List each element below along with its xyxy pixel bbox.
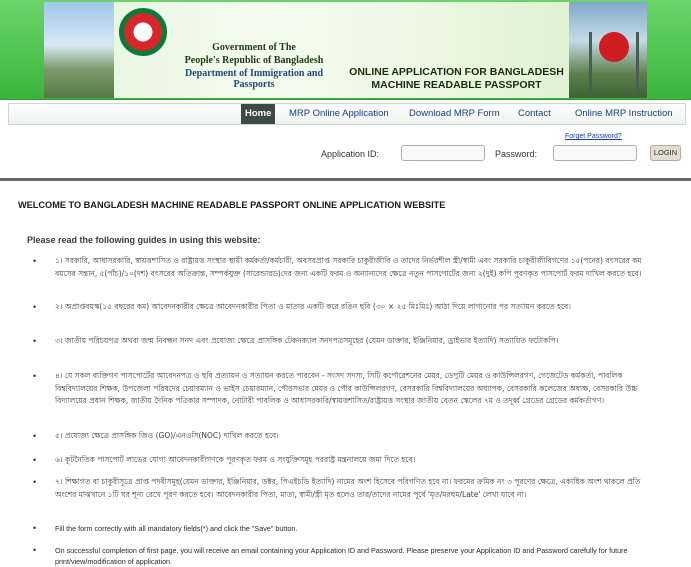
banner-inner (44, 2, 647, 98)
nav-download-mrp-form[interactable]: Download MRP Form (409, 108, 500, 119)
guide-item-1: ১। সরকারি, আধাসরকারি, স্বায়ত্তশাসিত ও রাষ্ট্রায়ত্ত সংস্থার স্থায়ী কর্মকর্তা/কর্মচারী, অবসরপ্রাপ্ত সরকারি চাকুরীজীবি ও তাদের নির্ভরশীল স্ত্রী/স্বামী এবং সরকারি চাকুরীজীবিগণের ১৫(পনের) বৎসরের কম বয়সের সন্তান, ৫(পাঁচ)/১০(দশ) বৎসরের অতিক্রান্ত, সম্পর্কযুক্ত (সারেন্ডারড)দের জন্য একটি ফরম ও অন্যান্যদের ক্ষেত্রে নতুন পাসপোর্টের জন্য ২(দুই) কপি পূরণকৃত পাসপোর্ট ফরম দাখিল করতে হবে। (55, 256, 642, 278)
bullet-icon: • (33, 302, 37, 312)
guide-item-2: ২। অপ্রাপ্তবয়স্ক(১৫ বছরের কম) আবেদনকারীর ক্ষেত্রে আবেদনকারীর পিতা ও মাতার একটি করে রঙিন ছবি (৩০ × ২৫ মিঃমিঃ) আঠা দিয়ে লাগানোর পর সত্যায়ন করতে হবে। (55, 302, 571, 311)
guide-heading: Please read the following guides in using this website: (27, 235, 261, 245)
nav-contact[interactable]: Contact (518, 108, 551, 119)
bullet-icon: • (33, 545, 37, 555)
guide-item-3: ৩। জাতীয় পরিচয়পত্র অথবা জন্ম নিবন্ধন সনদ এবং প্রযোজ্য ক্ষেত্রে প্রাসঙ্গিক টেকনক্যাল সনদপত্রসমূহের (যেমন ডাক্তার, ইঞ্জিনিয়ার, ড্রাইভার ইত্যাদি) সত্যায়িত ফটোকপি। (55, 336, 559, 345)
guide-item-6: ৬। কূটনৈতিক পাসপোর্ট লাভের যোগ্য আবেদনকারীগণকে পূরণকৃত ফরম ও সংযুক্তিসমূহ পররাষ্ট্র মন্ত্রনালয়ে জমা দিতে হবে। (55, 455, 416, 464)
nav-mrp-online-application[interactable]: MRP Online Application (289, 108, 389, 119)
bullet-icon: • (33, 455, 37, 465)
parliament-photo (44, 2, 114, 98)
bullet-icon: • (33, 336, 37, 346)
guide-item-4: ৪। যে সকল ব্যক্তিগণ পাসপোর্টের আবেদনপত্র ও ছবি প্রত্যায়ন ও সত্যায়ন করতে পারবেন - সংসদ সদস্য, সিটি কর্পোরেশনের মেয়র, ডেপুটি মেয়র ও কাউন্সিলরগণ, গেজেটেড কর্মকর্তা, পাবলিক বিশ্ববিদ্যালয়ের শিক্ষক, উপজেলা পরিষদের চেয়ারম্যান ও ভাইস চেয়ারম্যান, পৌরসভার মেয়র ও পৌর কাউন্সিলরগণ, বেসরকারি বিশ্ববিদ্যালয়ের অধ্যাপক, বেসরকারি কলেজের অধ্যক্ষ, বেসরকারি উচ্চ বিদ্যালয়ের প্রধান শিক্ষক, জাতীয় দৈনিক পত্রিকার সম্পাদক, নোটারী পাবলিক ও আধাসরকারি/স্বায়ত্তশাসিত/রাষ্ট্রায়ত্ত সংস্থার জাতীয় বেতন স্কেলের ৭ম ও তদূর্ধ্ব গ্রেডের গ্রেডের কর্মকর্তাগণ। (55, 371, 638, 406)
site-title-line-2: MACHINE READABLE PASSPORT (371, 79, 542, 91)
login-button[interactable]: LOGIN (650, 145, 681, 161)
bullet-icon: • (33, 523, 37, 533)
guide-item-8: Fill the form correctly with all mandatory fields(*) and click the "Save" button. (55, 524, 298, 533)
application-id-input[interactable] (401, 145, 485, 161)
red-sun-shape (599, 32, 629, 62)
section-divider (0, 178, 691, 181)
password-input[interactable] (553, 145, 637, 161)
password-label: Password: (495, 149, 538, 159)
bullet-icon: • (33, 477, 37, 487)
bullet-icon: • (33, 256, 37, 266)
welcome-heading: WELCOME TO BANGLADESH MACHINE READABLE PASSPORT ONLINE APPLICATION WEBSITE (18, 200, 446, 210)
gov-line-2: People's Republic of Bangladesh (184, 55, 324, 66)
gov-line-1: Government of The (212, 42, 296, 53)
guide-item-7: ৭। শিক্ষাগত বা চাকুরীসূত্রে প্রাপ্ত পদবীসমূহ(যেমন ডাক্তার, ইঞ্জিনিয়ার, ডক্টর, পিএইচডি ইত্যাদি) নামের অংশ হিসেবে পরিগণিত হবে না। ফরমের ক্রমিক নং ৩ পূরণের ক্ষেত্রে, একাধিক অংশ থাকলে প্রতি অংশের মাঝখানে ১টি ঘর শূন্য রেখে পূরণ করতে হবে। আবেদনকারীর পিতা, মাতা, স্বামী/স্ত্রী মৃত হলেও তার/তাদের নামের পূর্বে 'মৃত/মরহুম/Late' লেখা যাবে না। (55, 477, 641, 499)
main-nav (8, 103, 686, 125)
nav-online-mrp-instruction[interactable]: Online MRP Instruction (575, 108, 673, 119)
memorial-photo (569, 2, 647, 98)
guide-item-5: ৫। প্রযোজ্য ক্ষেত্রে প্রাসঙ্গিক জিও (GO)/এনওসি(NOC) দাখিল করতে হবে। (55, 431, 279, 440)
forgot-password-link[interactable]: Forget Password? (565, 133, 622, 140)
guide-item-9: On successful completion of first page, you will receive an email containing your Application ID and Password. Please preserve your Application ID and Password carefully for future print/view/modification of application. (55, 546, 628, 566)
header-banner (0, 0, 691, 100)
nav-home[interactable]: Home (241, 104, 275, 124)
site-title-line-1: ONLINE APPLICATION FOR BANGLADESH (349, 66, 564, 78)
government-emblem-icon (119, 8, 167, 56)
application-id-label: Application ID: (321, 149, 380, 159)
login-panel (8, 127, 686, 175)
bullet-icon: • (33, 371, 37, 381)
main-content (8, 183, 686, 566)
department-name: Department of Immigration and Passports (184, 68, 324, 90)
bullet-icon: • (33, 431, 37, 441)
